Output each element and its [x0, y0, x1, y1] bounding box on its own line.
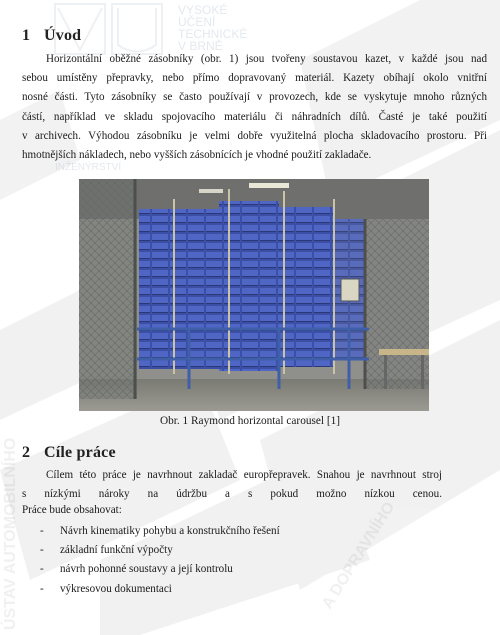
- watermark-side-text-1: ÚSTAV AUTOMOBILNÍHO: [2, 437, 19, 630]
- watermark-line-2: UČENÍ: [178, 15, 216, 29]
- section-1-number: 1: [22, 27, 31, 44]
- section-2-heading: [22, 444, 116, 462]
- list-item-text: Návrh kinematiky pohybu a konstrukčního řešení: [60, 525, 280, 537]
- list-item: [40, 560, 280, 579]
- watermark-side-text-2: A DOPRAVNÍHO: [318, 499, 399, 613]
- watermark-sub: INŽENÝRSTVÍ: [55, 162, 122, 173]
- list-marker: -: [40, 544, 44, 557]
- paragraph-line: s nízkými nároky na údržbu a s pokud možno nízkou cenou.: [22, 488, 442, 501]
- paragraph-line: v archivech. Výhodou zásobníku je velmi dobře využitelná plocha skladovacího prostoru. Při: [22, 129, 487, 142]
- paragraph-line: částí, například ve skladu spojovacího materiálu či náhradních dílů. Časté je také použití: [22, 110, 487, 123]
- paragraph-line: Horizontální oběžné zásobníky (obr. 1) jsou tvořeny soustavou kazet, v každé jsou nad: [46, 53, 487, 65]
- section-2-title: Cíle práce: [44, 444, 116, 461]
- list-item-text: základní funkční výpočty: [60, 544, 173, 557]
- list-intro: Práce bude obsahovat:: [22, 504, 122, 516]
- list-marker: -: [40, 563, 44, 576]
- section-2-number: 2: [22, 444, 31, 461]
- section-2-paragraph: [22, 466, 442, 504]
- content-list: [40, 522, 280, 599]
- paragraph-line: sebou umístěny přepravky, nebo přímo dopravovaný materiál. Kazety obíhají okolo vnitřní: [22, 72, 487, 85]
- paragraph-line: nosné části. Tyto zásobníky se často používají v provozech, kde se vyskytuje mnoho různých: [22, 91, 487, 104]
- figure-caption: Obr. 1 Raymond horizontal carousel [1]: [159, 415, 341, 427]
- list-marker: -: [40, 582, 44, 595]
- paragraph-line: hmotnějších nákladech, nebo vyšších zásobnících je vhodné použití zakladače.: [22, 149, 372, 162]
- list-item: [40, 522, 280, 541]
- section-1-heading: [22, 27, 81, 45]
- list-item-text: návrh pohonné soustavy a její kontrolu: [60, 563, 233, 576]
- carousel-illustration: [79, 179, 429, 411]
- section-1-title: Úvod: [44, 27, 82, 44]
- list-item: [40, 541, 280, 560]
- carousel-photo: [79, 179, 429, 411]
- watermark-line-4: V BRNĚ: [178, 39, 223, 53]
- list-marker: -: [40, 525, 44, 537]
- list-item: [40, 580, 280, 599]
- section-1-paragraph: [22, 50, 487, 165]
- list-item-text: výkresovou dokumentaci: [60, 582, 172, 595]
- watermark-line-3: TECHNICKÉ: [178, 27, 248, 41]
- watermark-line-1: VYSOKÉ: [178, 3, 228, 17]
- paragraph-line: Cílem této práce je navrhnout zakladač europřepravek. Snahou je navrhnout stroj: [46, 469, 442, 481]
